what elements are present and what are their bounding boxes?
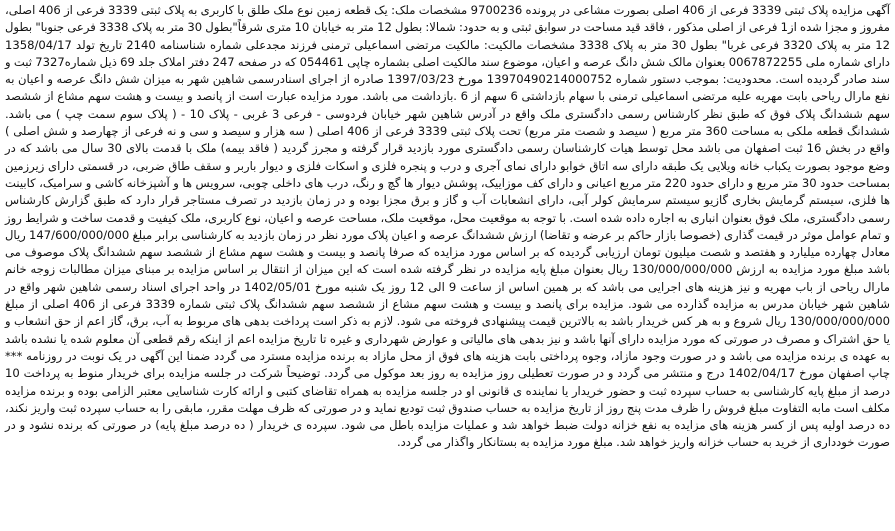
auction-notice-text <box>5 2 890 452</box>
notice-paragraph: آگهی مزایده پلاک ثبتی 3339 فرعی از 406 اصلی بصورت مشاعی در پرونده 9700236 مشخصات ملک: یک قطعه زمین نوع ملک طلق با کاربری به پلاک ثبتی 3339 فرعی از 406 اصلی، مفروز و مجزا شده از1 فرعی از اصلی مذکور ، فاقد قید مساحت در سوابق ثبتی و به حدود: شمالا: بطول 12 متر به خیابان 10 متری شرقاً"بطول 30 متر به پلاک 3338 فرعی جنوبا" بطول 12 متر به پلاک 3320 فرعی غربا" بطول 30 متر به پلاک 3338 مشخصات مالکیت: مالکیت مرتضی اسماعیلی ترمنی فرزند مجدعلی شماره شناسنامه 2140 تاریخ تولد 1358/04/17 دارای شماره ملی 0067872255 بعنوان مالک شش دانگ عرصه و اعیان، موضوع سند مالکیت اصلی بشماره چاپی 054461 که در صفحه 247 دفتر املاک جلد 69 ذیل شماره7327 ثبت و سند صادر گردیده است. محدودیت: بموجب دستور شماره 13970490214000752 مورخ 1397/03/23 صادره از اجرای اسنادرسمی شاهین شهر به میزان شش دانگ عرصه و اعیان به نفع مارال ریاحی بابت مهریه علیه مرتضی اسماعیلی ترمنی با سهام بازداشتی 6 سهم از 6 .بازداشت می باشد. مورد مزایده عبارت است از پانصد و بیست و هشت سهم مشاع از ششصد سهم ششدانگ پلاک فوق که طبق نظر کارشناس رسمی دادگستری ملک واقع در آدرس شاهین شهر خیابان فردوسی - فرعی 3 غربی - پلاک 10 - ( پلاک سوم سمت چپ ) می باشد. ششدانگ قطعه ملکی به مساحت 360 متر مربع ( سیصد و شصت متر مربع) تحت پلاک ثبتی 3339 فرعی از 406 اصلی ( سه هزار و سیصد و سی و نه فرعی از چهارصد و شش اصلی ) واقع در بخش 16 ثبت اصفهان می باشد محل توسط هیات کارشناسان رسمی دادگستری مورد بازدید قرار گرفته و مجرز گردید ( فاقد بیمه) ملک با قدمت بالای 30 سال می باشد که در وضع موجود بصورت یکباب خانه ویلایی یک طبقه دارای سه اتاق خوابو دارای نمای آجری و درب و پنجره فلزی و اسکات فلزی و دیوار باربر و سقف طاق ضربی، در قسمتی دارای زیرزمین بمساحت حدود 30 متر مربع و دارای حدود 220 متر مربع اعیانی و دارای کف موزاییک، پوشش دیوار ها گچ و رنگ، درب های داخلی چوبی، سرویس ها و آشپزخانه کاشی و سرامیک، کابینت ها فلزی، سیستم گرمایش بخاری گازیو سیستم سرمایش کولر آبی، دارای انشعابات آب و گاز و برق مجزا بوده و در زمان بازدید در تصرف مستاجر قرار دارد که طبق گزارش کارشناس رسمی دادگستری، ملک فوق بعنوان انباری به اجاره داده شده است. با توجه به موقعیت محل، موقعیت ملک، مساحت عرصه و اعیان، نوع کاربری، ملک کیفیت و قدمت ساخت و شرایط روز و تمام عوامل موثر در قیمت گذاری (خصوصا بازار حاکم بر عرضه و تقاضا) ارزش ششدانگ عرصه و اعیان پلاک مورد نظر در زمان بازدید به کارشناسی برابر مبلغ 147/600/000/000 ریال معادل چهارده میلیارد و هفتصد و شصت میلیون تومان ارزیابی گردیده که بر اساس مورد مزایده که صرفا پانصد و بیست و هشت سهم مشاع از ششصد سهم ششدانگ پلاک موصوف می باشد مبلغ مورد مزایده به ارزش 130/000/000/000 ریال بعنوان مبلغ پایه مزایده در نظر گرفته شده است که این میزان از انتقال بر اساس مزایده بر مبنای میزان مطالبات زوجه خانم مارال ریاحی از باب مهریه و نیز هزینه های اجرایی می باشد که بر همین اساس از ساعت 9 الی 12 روز یک شنبه مورخ 1402/05/01 در واحد اجرای اسناد رسمی شاهین شهر واقع در شاهین شهر خیابان مدرس به مزایده گذارده می شود. مزایده برای پانصد و بیست و هشت سهم مشاع از ششصد سهم ششدانگ پلاک ثبتی شماره 3339 فرعی از 406 اصلی از مبلغ 130/000/000/000 ریال شروع و به هر کس خریدار باشد به بالاترین قیمت پیشنهادی فروخته می شود. لازم به ذکر است پرداخت بدهی های مربوط به آب، برق، گاز اعم از حق انشعاب و یا حق اشتراک و مصرف در صورتی که مورد مزایده دارای آنها باشد و نیز بدهی های مالیاتی و عوارض شهرداری و غیره تا تاریخ مزایده اعم از اینکه رقم قطعی آن معلوم شده یا نشده باشد به عهده ی برنده مزایده می باشد و در صورت وجود مازاد، وجوه پرداختی بابت هزینه های فوق از محل مازاد به برنده مزایده مسترد می گردد ضمنا این آگهی در یک نوبت در روزنامه *** چاپ اصفهان مورخ 1402/04/17 درج و منتشر می گردد و در صورت تعطیلی روز مزایده به روز بعد موکول می گردد. توضیحاً شرکت در جلسه مزایده برای خریدار منوط به پرداخت 10 درصد از مبلغ پایه کارشناسی به حساب سپرده ثبت و حضور خریدار یا نماینده ی قانونی او در جلسه مزایده به همراه تقاضای کتبی و ارائه کارت شناسایی معتبر الزامی بوده و برنده مزایده مکلف است مابه التفاوت مبلغ فروش را ظرف مدت پنج روز از تاریخ مزایده به حساب صندوق ثبت تودیع نماید و در صورتی که ظرف مهلت مقرر، مابقی را به حساب سپرده ثبت واریز نکند، ده درصد اولیه پس از کسر هزینه های مزایده به نفع خزانه دولت ضبط خواهد شد و عملیات مزایده باطل می شود. سپرده ی خریدار ( ده درصد مبلغ پایه) در صورتی که برنده نشود و در صورت خودداری از خرید به حساب خزانه واریز خواهد شد. مبلغ مورد مزایده به بستانکار واگذار می گردد. <box>5 3 891 450</box>
